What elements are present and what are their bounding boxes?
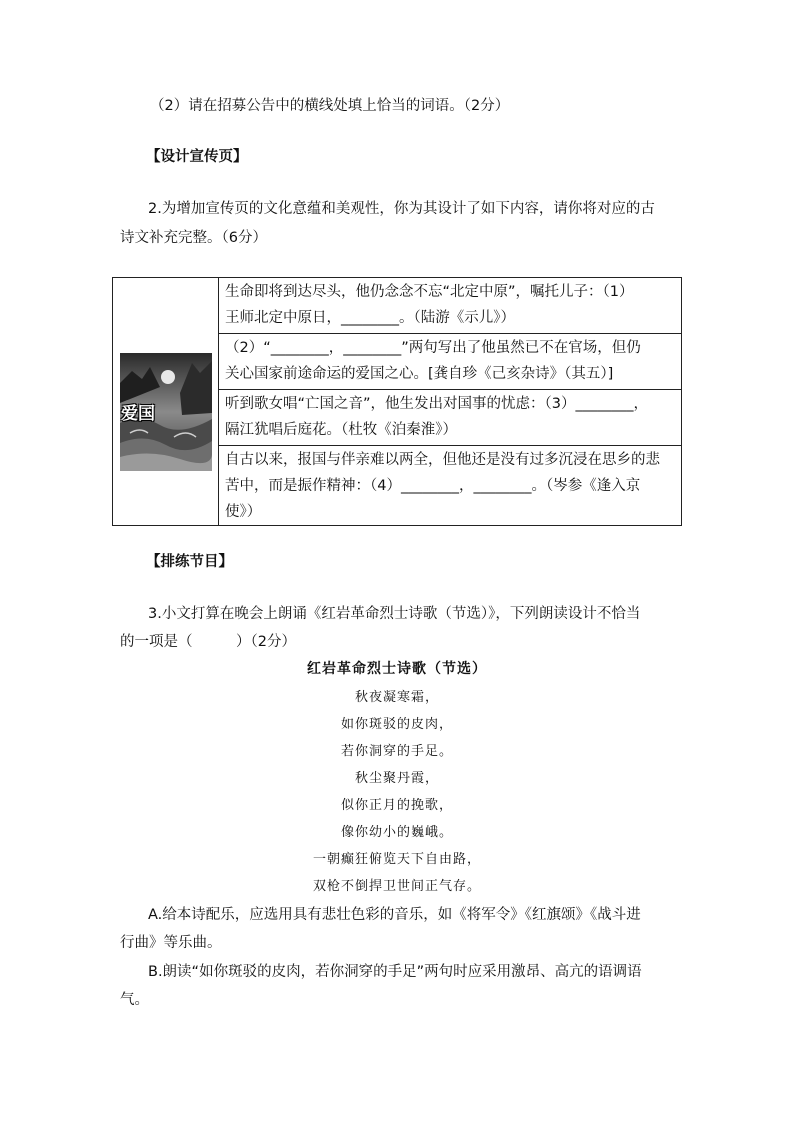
image-cell (113, 278, 219, 525)
poem-line-4: 秋尘聚丹霞， (354, 771, 439, 786)
question-2-line1: 2.为增加宣传页的文化意蕴和美观性，你为其设计了如下内容，请你将对应的古 (148, 201, 655, 217)
poem-title: 红岩革命烈士诗歌（节选） (307, 661, 487, 677)
poem-line-7: 一朝癫狂俯览天下自由路， (312, 852, 481, 867)
option-b-line2: 气。 (120, 992, 149, 1008)
question-3-line2: 的一项是（ ）（2分） (120, 634, 296, 650)
table-row-4-line1: 自古以来，报国与伴亲难以两全，但他还是没有过多沉浸在思乡的悲 (225, 452, 660, 468)
table-row-3 (219, 390, 681, 446)
question-1-2: （2）请在招募公告中的横线处填上恰当的词语。（2分） (150, 98, 510, 114)
section-heading-rehearse: 【排练节目】 (146, 554, 233, 570)
table-row-1-line2: 王师北定中原日，________。（陆游《示儿》） (225, 310, 515, 326)
poem-line-8: 双枪不倒捍卫世间正气存。 (312, 879, 481, 894)
poem-line-2: 如你斑驳的皮肉， (340, 717, 453, 732)
section-heading-design: 【设计宣传页】 (146, 149, 248, 165)
poem-line-5: 似你正月的挽歌， (340, 798, 453, 813)
table-row-3-line2: 隔江犹唱后庭花。（杜牧《泊秦淮》） (225, 422, 457, 438)
table-row-2-line1: （2）“________，________”两句写出了他虽然已不在官场，但仍 (225, 340, 641, 356)
table-row-4-line3: 使》） (225, 504, 262, 520)
question-3-line1: 3.小文打算在晚会上朗诵《红岩革命烈士诗歌（节选）》，下列朗读设计不恰当 (148, 606, 641, 622)
question-2-line2: 诗文补充完整。（6分） (120, 230, 267, 246)
poem-line-3: 若你洞穿的手足。 (340, 744, 453, 759)
table-row-1 (219, 278, 681, 334)
image-caption: 爱国 (121, 404, 155, 424)
poem-line-6: 像你幼小的巍峨。 (340, 825, 453, 840)
moon-icon (161, 370, 175, 384)
table-row-2 (219, 334, 681, 390)
option-a-line2: 行曲》等乐曲。 (120, 935, 222, 951)
table-row-2-line2: 关心国家前途命运的爱国之心。[龚自珍《己亥杂诗》（其五）] (225, 366, 614, 382)
poem-line-1: 秋夜凝寒霜， (354, 690, 439, 705)
option-b-line1: B.朗读“如你斑驳的皮肉，若你洞穿的手足”两句时应采用激昂、高亢的语调语 (148, 964, 642, 980)
table-row-1-line1: 生命即将到达尽头，他仍念念不忘“北定中原”，嘱托儿子：（1） (225, 284, 634, 300)
option-a-line1: A.给本诗配乐，应选用具有悲壮色彩的音乐，如《将军令》《红旗颂》《战斗进 (148, 907, 641, 923)
table-row-4-line2: 苦中，而是振作精神：（4）________，________。（岑参《逢入京 (225, 478, 641, 494)
table-row-3-line1: 听到歌女唱“亡国之音”，他生发出对国事的忧虑：（3）________， (225, 396, 648, 412)
table-row-4 (219, 446, 681, 525)
poetry-table (112, 277, 682, 526)
